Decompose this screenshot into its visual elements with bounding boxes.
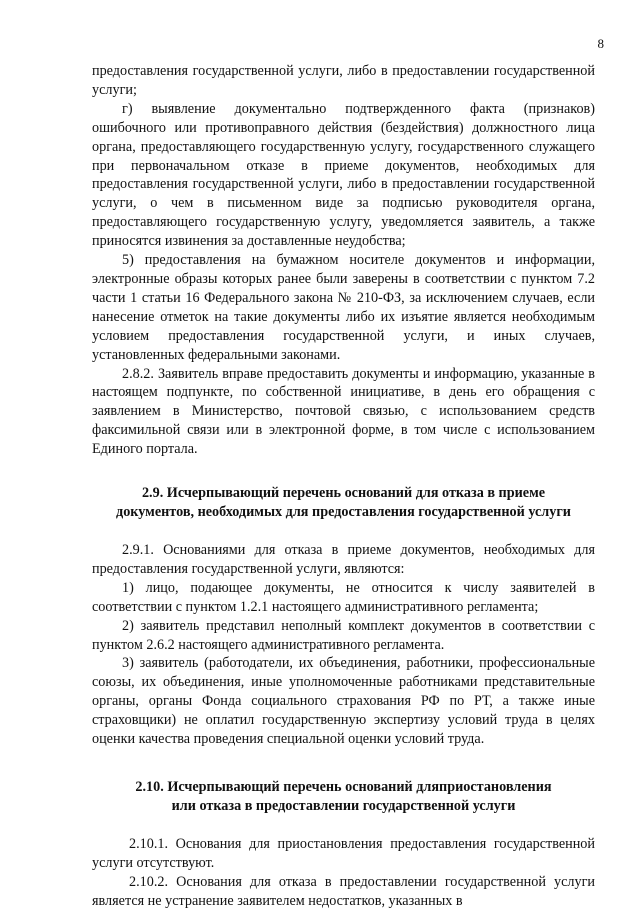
section-heading-line: документов, необходимых для предоставления государственной услуги (116, 504, 571, 521)
document-body (92, 62, 595, 911)
paragraph: 2.8.2. Заявитель вправе предоставить документы и информацию, указанные в настоящем подпункте, по собственной инициативе, в день его обращения с заявлением в Министерство, почтовой связью, с использованием средств факсимильной связи или в электронной форме, в том числе с использованием Единого портала. (92, 365, 595, 458)
section-heading-line: 2.10. Исчерпывающий перечень оснований дляприостановления (135, 779, 552, 795)
paragraph: 5) предоставления на бумажном носителе документов и информации, электронные образы которых ранее были заверены в соответствии с пунктом 7.2 части 1 статьи 16 Федерального закона № 210-ФЗ, за исключением случаев, если нанесение отметок на такие документы либо их изъятие является необходимым условием предоставления государственной услуги, и иных случаев, установленных федеральными законами. (92, 252, 595, 363)
section-heading-line: или отказа в предоставлении государственной услуги (171, 798, 516, 814)
paragraph: 2.9.1. Основаниями для отказа в приеме документов, необходимых для предоставления государственной услуги, являются: (92, 542, 595, 577)
paragraph: 2.10.2. Основания для отказа в предоставлении государственной услуги является не устранение заявителем недостатков, указанных в (92, 873, 595, 909)
paragraph: г) выявление документально подтвержденного факта (признаков) ошибочного или противоправного действия (бездействия) должностного лица органа, предоставляющего государственную услугу, государственного служащего при первоначальном отказе в приеме документов, необходимых для предоставления государственной услуги, либо в предоставлении государственной услуги, о чем в письменном виде за подписью руководителя органа, предоставляющего государственную услугу, уведомляется заявитель, а также приносятся извинения за доставленные неудобства; (92, 100, 595, 250)
paragraph: предоставления государственной услуги, либо в предоставлении государственной услуги; (92, 63, 595, 98)
page-number: 8 (597, 36, 604, 51)
paragraph: 1) лицо, подающее документы, не относится к числу заявителей в соответствии с пунктом 1.2.1 настоящего административного регламента; (92, 579, 595, 615)
paragraph: 2) заявитель представил неполный комплект документов в соответствии с пунктом 2.6.2 настоящего административного регламента. (92, 617, 595, 653)
section-heading (92, 484, 595, 522)
paragraph: 3) заявитель (работодатели, их объединения, работники, профессиональные союзы, их объединения, иные уполномоченные работниками представительные органы, органы Фонда социального страхования РФ по РТ, а также иные страховщики) не оплатил государственную экспертизу условий труда в целях оценки качества проведения специальной оценки условий труда. (92, 655, 595, 748)
section-heading (92, 778, 595, 816)
paragraph: 2.10.1. Основания для приостановления предоставления государственной услуги отсутствуют. (92, 836, 595, 871)
section-heading-line: 2.9. Исчерпывающий перечень оснований для отказа в приеме (141, 485, 546, 502)
